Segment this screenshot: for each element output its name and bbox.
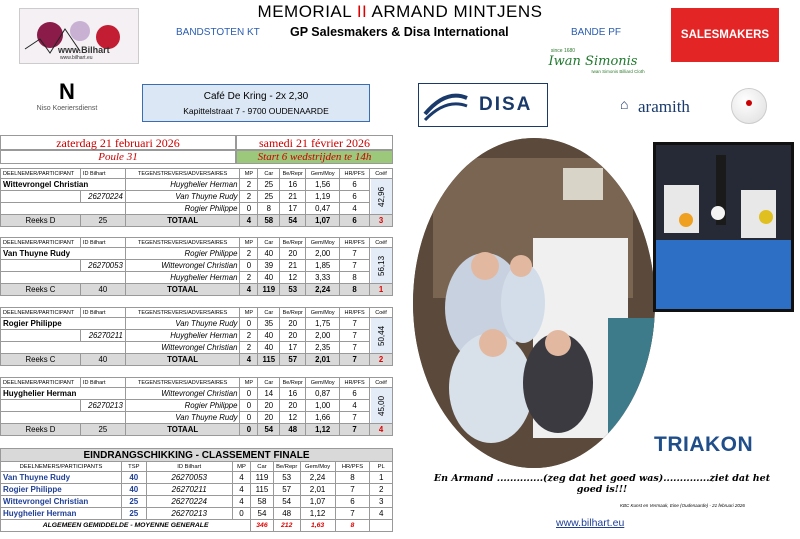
col-coef: Coëf [370,378,393,388]
opponent-name: Wittevrongel Christian [125,388,240,400]
col-coef: Coëf [370,308,393,318]
final-cell: 58 [251,496,274,508]
match-cell: 20 [280,318,306,330]
final-ranking-table [0,448,393,532]
final-id: 26270213 [146,508,232,520]
total-cell: 58 [258,215,280,227]
match-cell: 0 [240,388,258,400]
match-cell: 7 [340,342,370,354]
total-cell: 0 [240,424,258,436]
match-row [1,179,393,191]
band-pf-label: BANDE PF [571,27,622,38]
total-cell: 4 [240,354,258,366]
participant-id: 26270211 [80,330,125,342]
match-row [1,272,393,284]
total-cell: 53 [280,284,306,296]
series-label: Reeks D [1,215,81,227]
col-rep: Be/Repr [280,378,306,388]
final-cell: 4 [232,472,250,484]
participant-id: 26270224 [80,191,125,203]
opponent-name: Van Thuyne Rudy [125,191,240,203]
total-cell: 119 [258,284,280,296]
group-header-row [1,169,393,179]
total-cell: 2,01 [306,354,340,366]
col-coef: Coëf [370,238,393,248]
trophy-photo [653,142,794,312]
match-cell: 0,47 [306,203,340,215]
final-average-row [1,520,393,532]
group-table [0,237,393,296]
match-cell: 40 [258,330,280,342]
match-cell: 12 [280,272,306,284]
niso-logo-text: Niso Koeriersdienst [36,105,98,112]
sponsors-title: GP Salesmakers & Disa International [290,25,509,39]
match-cell: 40 [258,248,280,260]
total-row [1,354,393,366]
group-header-row [1,308,393,318]
venue-address: Kapittelstraat 7 - 9700 OUDENAARDE [183,106,329,116]
col-mp: MP [240,308,258,318]
match-cell: 2,00 [306,248,340,260]
col-car: Car [258,169,280,179]
participant-name: Wittevrongel Christian [1,179,126,191]
total-cell: 54 [280,215,306,227]
match-cell: 2 [240,272,258,284]
match-cell: 7 [340,330,370,342]
col-rep: Be/Repr [280,238,306,248]
series-label: Reeks C [1,284,81,296]
red-dot-icon [746,100,752,106]
final-average-pl [370,520,393,532]
participant-name: Rogier Philippe [1,318,126,330]
final-col-rep: Be/Repr [273,462,300,472]
match-cell: 7 [340,248,370,260]
match-cell: 0,87 [306,388,340,400]
match-cell: 12 [280,412,306,424]
page-title: MEMORIAL II ARMAND MINTJENS [257,2,543,21]
match-cell: 39 [258,260,280,272]
total-row [1,284,393,296]
final-col-car: Car [251,462,274,472]
match-cell: 1,00 [306,400,340,412]
opponent-name: Wittevrongel Christian [125,342,240,354]
final-tsp: 25 [122,508,147,520]
disa-emblem-icon [421,84,471,126]
coef-value: 45,00 [370,388,393,424]
final-average-rep: 212 [273,520,300,532]
match-cell: 2 [240,191,258,203]
col-moy: Gem/Moy [306,169,340,179]
rank-value: 4 [370,424,393,436]
total-cell: 7 [340,424,370,436]
total-cell: 48 [280,424,306,436]
match-cell: 20 [280,400,306,412]
col-mp: MP [240,238,258,248]
aramith-icon: ⌂ [620,96,629,112]
final-id: 26270224 [146,496,232,508]
venue-name: Café De Kring - 2x 2,30 [203,91,309,102]
col-participant: DEELNEMER/PARTICIPANT [1,378,81,388]
col-moy: Gem/Moy [306,238,340,248]
coef-value: 42,96 [370,179,393,215]
band-kt-label: BANDSTOTEN KT [176,27,260,38]
series-label: Reeks C [1,354,81,366]
final-col-pl: PL [370,462,393,472]
final-header-row [1,462,393,472]
match-cell: 17 [280,342,306,354]
poule-label: Poule 31 [0,150,236,164]
final-tsp: 40 [122,472,147,484]
rank-value: 1 [370,284,393,296]
participant-id: 26270213 [80,400,125,412]
final-average-label: ALGEMEEN GEMIDDELDE - MOYENNE GENERALE [1,520,251,532]
participant-name: Huyghelier Herman [1,388,126,400]
opponent-name: Huyghelier Herman [125,330,240,342]
col-opponents: TEGENSTREVERS/ADVERSAIRES [125,238,240,248]
coef-value: 50,44 [370,318,393,354]
match-row [1,203,393,215]
match-cell: 1,66 [306,412,340,424]
start-label: Start 6 wedstrijden te 14h [236,150,393,164]
group-table [0,377,393,436]
final-col-tsp: TSP [122,462,147,472]
total-label: TOTAAL [125,354,240,366]
date-fr: samedi 21 février 2026 [236,135,393,150]
triakon-logo: TRIAKON [654,433,754,456]
final-id: 26270211 [146,484,232,496]
participant-name: Van Thuyne Rudy [1,248,126,260]
match-cell: 1,56 [306,179,340,191]
match-cell: 0 [240,400,258,412]
group-table [0,307,393,366]
col-car: Car [258,308,280,318]
participant-id: 26270053 [80,260,125,272]
final-cell: 119 [251,472,274,484]
final-tsp: 25 [122,496,147,508]
total-cell: 54 [258,424,280,436]
bilhart-logo-text: www.Bilhart [58,45,110,55]
final-cell: 115 [251,484,274,496]
rank-value: 3 [370,215,393,227]
col-participant: DEELNEMER/PARTICIPANT [1,238,81,248]
final-cell: 2,24 [300,472,335,484]
total-label: TOTAAL [125,215,240,227]
col-id: ID Bilhart [80,378,125,388]
opponent-name: Van Thuyne Rudy [125,412,240,424]
final-cell: 2,01 [300,484,335,496]
col-hr: HR/PFS [340,378,370,388]
match-cell: 4 [340,203,370,215]
col-moy: Gem/Moy [306,378,340,388]
final-cell: 57 [273,484,300,496]
aramith-logo [620,88,780,128]
final-cell: 4 [232,496,250,508]
final-row [1,508,393,520]
group-header-row [1,238,393,248]
match-row [1,318,393,330]
final-cell: 8 [335,472,370,484]
match-row [1,412,393,424]
total-cell: 1,07 [306,215,340,227]
col-hr: HR/PFS [340,169,370,179]
match-row [1,260,393,272]
match-cell: 1,75 [306,318,340,330]
disa-logo [418,83,548,127]
final-cell: 6 [335,496,370,508]
target-value: 40 [80,354,125,366]
target-value: 40 [80,284,125,296]
final-cell: 0 [232,508,250,520]
bilhart-logo-url: www.bilhart.eu [60,55,93,61]
total-cell: 4 [240,215,258,227]
total-label: TOTAAL [125,424,240,436]
disa-logo-text: DISA [479,94,533,115]
match-cell: 7 [340,260,370,272]
col-participant: DEELNEMER/PARTICIPANT [1,169,81,179]
match-cell: 2 [240,342,258,354]
trophy-photo-graphic [656,145,791,309]
final-participant: Van Thuyne Rudy [1,472,122,484]
match-cell: 8 [340,272,370,284]
niso-n-icon: N [59,79,75,104]
final-cell: 4 [232,484,250,496]
col-opponents: TEGENSTREVERS/ADVERSAIRES [125,169,240,179]
final-col-moy: Gem/Moy [300,462,335,472]
match-cell: 2 [240,248,258,260]
final-cell: 3 [370,496,393,508]
match-cell: 14 [258,388,280,400]
match-cell: 20 [280,330,306,342]
final-cell: 1,07 [300,496,335,508]
opponent-name: Rogier Philippe [125,248,240,260]
match-cell: 16 [280,179,306,191]
match-cell: 7 [340,318,370,330]
total-cell: 4 [240,284,258,296]
final-cell: 54 [251,508,274,520]
col-rep: Be/Repr [280,169,306,179]
match-cell: 2,35 [306,342,340,354]
match-cell: 2,00 [306,330,340,342]
final-cell: 1,12 [300,508,335,520]
match-cell: 6 [340,179,370,191]
final-average-moy: 1,63 [300,520,335,532]
opponent-name: Rogier Philippe [125,400,240,412]
final-cell: 54 [273,496,300,508]
col-opponents: TEGENSTREVERS/ADVERSAIRES [125,378,240,388]
total-cell: 2,24 [306,284,340,296]
rank-value: 2 [370,354,393,366]
final-row [1,484,393,496]
match-cell: 0 [240,318,258,330]
total-cell: 7 [340,354,370,366]
match-cell: 1,85 [306,260,340,272]
photo-credit: KBC Kunst en Vermaak, Eine (Oudenaarde) - 21 februari 2026 [620,503,745,508]
venue-box [142,84,370,122]
total-cell: 57 [280,354,306,366]
final-row [1,496,393,508]
match-cell: 7 [340,412,370,424]
col-participant: DEELNEMER/PARTICIPANT [1,308,81,318]
final-col-hr: HR/PFS [335,462,370,472]
match-row [1,330,393,342]
col-mp: MP [240,378,258,388]
match-cell: 40 [258,342,280,354]
match-cell: 8 [258,203,280,215]
match-cell: 25 [258,179,280,191]
aramith-logo-text: aramith [638,97,690,116]
final-cell: 48 [273,508,300,520]
col-hr: HR/PFS [340,238,370,248]
col-rep: Be/Repr [280,308,306,318]
final-participant: Wittevrongel Christian [1,496,122,508]
match-cell: 20 [258,400,280,412]
match-cell: 0 [240,203,258,215]
match-cell: 35 [258,318,280,330]
match-row [1,400,393,412]
coef-value: 56,13 [370,248,393,284]
match-cell: 0 [240,412,258,424]
final-id: 26270053 [146,472,232,484]
match-cell: 2 [240,330,258,342]
col-mp: MP [240,169,258,179]
bilhart-logo [19,8,139,64]
total-label: TOTAAL [125,284,240,296]
col-id: ID Bilhart [80,238,125,248]
match-cell: 1,19 [306,191,340,203]
col-hr: HR/PFS [340,308,370,318]
total-cell: 115 [258,354,280,366]
final-cell: 7 [335,484,370,496]
opponent-name: Van Thuyne Rudy [125,318,240,330]
opponent-name: Rogier Philippe [125,203,240,215]
simonis-logo [528,48,658,84]
total-row [1,215,393,227]
col-id: ID Bilhart [80,169,125,179]
salesmakers-logo: SALESMAKERS [671,8,779,62]
match-cell: 21 [280,191,306,203]
match-cell: 2 [240,179,258,191]
cue-ball-icon [731,88,767,124]
header [0,0,800,133]
final-average-hr: 8 [335,520,370,532]
opponent-name: Huyghelier Herman [125,272,240,284]
final-col-id: ID Bilhart [146,462,232,472]
match-cell: 17 [280,203,306,215]
final-cell: 7 [335,508,370,520]
bilhart-link[interactable]: www.bilhart.eu [556,517,625,529]
match-row [1,342,393,354]
col-car: Car [258,378,280,388]
match-cell: 6 [340,388,370,400]
match-row [1,191,393,203]
col-moy: Gem/Moy [306,308,340,318]
opponent-name: Huyghelier Herman [125,179,240,191]
match-row [1,248,393,260]
simonis-script: Iwan Simonis [548,54,638,69]
col-opponents: TEGENSTREVERS/ADVERSAIRES [125,308,240,318]
group-photo-graphic [413,138,655,468]
total-cell: 6 [340,215,370,227]
total-cell: 1,12 [306,424,340,436]
match-cell: 40 [258,272,280,284]
handwritten-quote: En Armand ..............(zeg dat het goed was)..............ziet dat het goed is!!! [433,473,771,495]
target-value: 25 [80,215,125,227]
final-cell: 2 [370,484,393,496]
match-cell: 0 [240,260,258,272]
col-coef: Coëf [370,169,393,179]
target-value: 25 [80,424,125,436]
opponent-name: Wittevrongel Christian [125,260,240,272]
final-col-participant: DEELNEMERS/PARTICIPANTS [1,462,122,472]
total-cell: 8 [340,284,370,296]
final-title: EINDRANGSCHIKKING - CLASSEMENT FINALE [1,449,393,462]
final-cell: 1 [370,472,393,484]
final-row [1,472,393,484]
col-car: Car [258,238,280,248]
total-row [1,424,393,436]
match-cell: 20 [280,248,306,260]
date-bar [0,135,393,164]
group-header-row [1,378,393,388]
final-cell: 4 [370,508,393,520]
match-cell: 4 [340,400,370,412]
final-participant: Huyghelier Herman [1,508,122,520]
match-cell: 21 [280,260,306,272]
group-photo [413,138,655,468]
final-cell: 53 [273,472,300,484]
match-cell: 20 [258,412,280,424]
match-cell: 25 [258,191,280,203]
final-col-mp: MP [232,462,250,472]
final-average-car: 346 [251,520,274,532]
final-participant: Rogier Philippe [1,484,122,496]
col-id: ID Bilhart [80,308,125,318]
group-table [0,168,393,227]
match-cell: 3,33 [306,272,340,284]
match-cell: 6 [340,191,370,203]
simonis-since: since 1680 [550,48,576,54]
niso-logo [15,79,119,125]
date-nl: zaterdag 21 februari 2026 [0,135,236,150]
final-tsp: 40 [122,484,147,496]
simonis-sub: Iwan Simonis Billiard Cloth [591,69,645,74]
series-label: Reeks D [1,424,81,436]
match-row [1,388,393,400]
match-cell: 16 [280,388,306,400]
